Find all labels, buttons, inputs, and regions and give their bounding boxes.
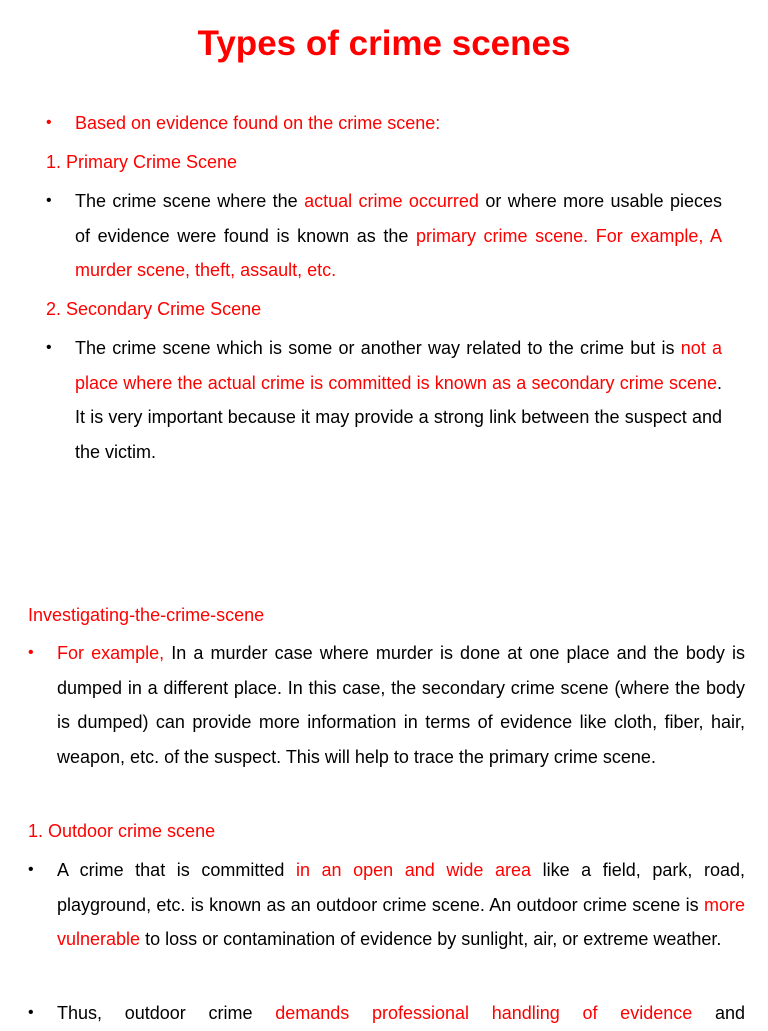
thus-text-c: and — [692, 1003, 745, 1023]
primary-text-c: or where more usable pieces of evidence were found is known as the — [75, 191, 722, 246]
outdoor-text-d: more vulnerable — [57, 894, 745, 949]
primary-crime-scene-heading: 1. Primary Crime Scene — [46, 152, 238, 172]
thus-text-b: demands professional handling of evidence — [275, 1003, 693, 1023]
intro-bullet — [46, 106, 765, 141]
outdoor-crime-scene-heading: 1. Outdoor crime scene — [28, 821, 216, 841]
example-text-b: In a murder case where murder is done at one place and the body is dumped in a different place. In this case, the secondary crime scene (where the body is dumped) can provide more information in terms of evidence like cloth, fiber, hair, weapon, etc. of the suspect. This will help to trace the primary crime scene. — [57, 643, 745, 767]
outdoor-text-c: like a field, park, road, playground, etc. is known as an outdoor crime scene. An outdoor crime scene is — [57, 860, 745, 915]
example-text-a: For example, — [57, 643, 165, 663]
primary-crime-scene-bullet — [46, 184, 722, 288]
secondary-crime-scene-heading: 2. Secondary Crime Scene — [46, 299, 262, 319]
secondary-crime-scene-bullet — [46, 331, 722, 469]
intro-text: Based on evidence found on the crime scene: — [75, 113, 441, 133]
secondary-text-b: not a place where the actual crime is committed is known as a secondary crime scene — [75, 338, 722, 393]
outdoor-text-b: in an open and wide area — [295, 860, 532, 880]
outdoor-text-a: A crime that is committed — [57, 860, 296, 880]
secondary-text-a: The crime scene which is some or another way related to the crime but is — [75, 338, 681, 358]
secondary-text-c: . It is very important because it may provide a strong link between the suspect and the victim. — [75, 372, 722, 462]
investigating-crime-scene-link[interactable]: Investigating-the-crime-scene — [28, 605, 265, 625]
page-title: Types of crime scenes — [197, 24, 571, 63]
outdoor-text-e: to loss or contamination of evidence by sunlight, air, or extreme weather. — [140, 929, 722, 949]
outdoor-crime-scene-bullet — [28, 853, 745, 957]
thus-text-a: Thus, outdoor crime — [57, 1003, 276, 1023]
primary-text-a: The crime scene where the — [75, 191, 305, 211]
example-bullet — [28, 636, 745, 774]
primary-text-b: actual crime occurred — [304, 191, 479, 211]
thus-bullet — [28, 996, 745, 1031]
primary-text-d: primary crime scene. For example, A murder scene, theft, assault, etc. — [75, 225, 722, 280]
